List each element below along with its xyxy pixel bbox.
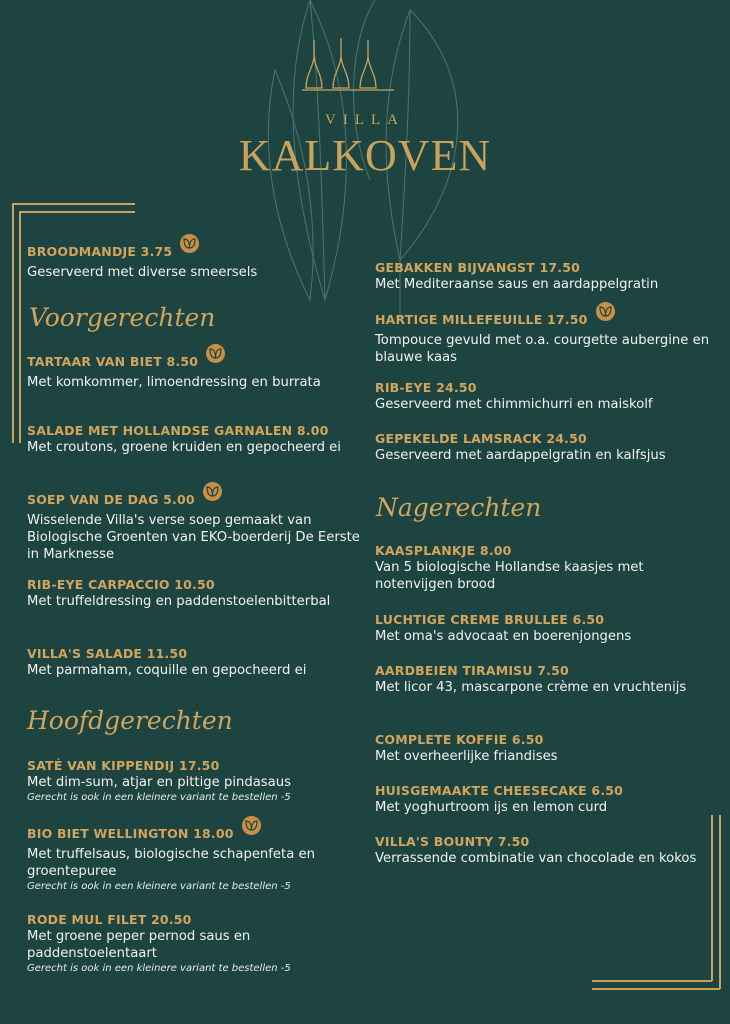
item-title-text: HUISGEMAAKTE CHEESECAKE 6.50 [375, 783, 624, 798]
item-title-text: GEPEKELDE LAMSRACK 24.50 [375, 431, 587, 446]
item-note: Gerecht is ook in een kleinere variant te bestellen -5 [27, 963, 291, 974]
item-title-text: KAASPLANKJE 8.00 [375, 543, 512, 558]
item-title [27, 645, 367, 662]
item-title [375, 833, 715, 850]
section-desserts: Nagerechten [376, 493, 542, 522]
menu-item [375, 782, 715, 816]
menu-item [375, 379, 715, 413]
item-title [27, 482, 367, 512]
item-title-text: COMPLETE KOFFIE 6.50 [375, 732, 544, 747]
item-title-text: AARDBEIEN TIRAMISU 7.50 [375, 663, 569, 678]
section-starters: Voorgerechten [29, 303, 216, 332]
item-title [375, 430, 715, 447]
item-title-text: HARTIGE MILLEFEUILLE 17.50 [375, 312, 588, 327]
item-title-text: LUCHTIGE CREME BRULLEE 6.50 [375, 612, 605, 627]
item-description: Tompouce gevuld met o.a. courgette aubergine en blauwe kaas [375, 333, 710, 365]
item-title [375, 379, 715, 396]
frame-line [19, 211, 21, 443]
item-title [27, 911, 367, 928]
item-description: Met truffelsaus, biologische schapenfeta en groentepuree [27, 847, 315, 879]
menu-item [27, 824, 367, 893]
item-title [375, 302, 715, 332]
frame-line [19, 211, 135, 213]
menu-item [375, 611, 715, 645]
bottles-logo-icon [302, 38, 394, 92]
item-title-text: SOEP VAN DE DAG 5.00 [27, 492, 195, 507]
item-title [27, 757, 367, 774]
menu-item [27, 757, 367, 804]
item-description: Verrassende combinatie van chocolade en kokos [375, 851, 697, 866]
item-title [27, 576, 367, 593]
item-title-text: BROODMANDJE 3.75 [27, 244, 173, 259]
item-description: Met truffeldressing en paddenstoelenbitterbal [27, 594, 331, 609]
item-title-text: BIO BIET WELLINGTON 18.00 [27, 826, 234, 841]
logo-kalkoven: KALKOVEN [238, 131, 492, 180]
item-title [375, 259, 715, 276]
item-note: Gerecht is ook in een kleinere variant te bestellen -5 [27, 881, 291, 892]
item-description: Geserveerd met chimmichurri en maiskolf [375, 397, 653, 412]
frame-line [12, 203, 135, 205]
menu-item [27, 911, 367, 975]
menu-item [375, 731, 715, 765]
menu-item [27, 422, 367, 456]
item-description: Van 5 biologische Hollandse kaasjes met notenvijgen brood [375, 560, 644, 592]
item-title-text: RODE MUL FILET 20.50 [27, 912, 192, 927]
item-title-text: SATÉ VAN KIPPENDIJ 17.50 [27, 758, 220, 773]
item-title-text: RIB-EYE CARPACCIO 10.50 [27, 577, 215, 592]
menu-item [375, 542, 715, 593]
item-title-text: SALADE MET HOLLANDSE GARNALEN 8.00 [27, 423, 329, 438]
menu-item [27, 490, 367, 563]
frame-line [592, 980, 712, 982]
item-description: Met parmaham, coquille en gepocheerd ei [27, 663, 307, 678]
item-title-text: TARTAAR VAN BIET 8.50 [27, 354, 199, 369]
menu-item [375, 833, 715, 867]
item-description: Met dim-sum, atjar en pittige pindasaus [27, 775, 291, 790]
item-description: Met yoghurtroom ijs en lemon curd [375, 800, 608, 815]
menu-item [27, 645, 367, 679]
vegetarian-leaf-icon [242, 816, 261, 835]
menu-item [375, 662, 715, 696]
frame-line [12, 203, 14, 443]
item-description: Met komkommer, limoendressing en burrata [27, 375, 321, 390]
item-description: Geserveerd met diverse smeersels [27, 265, 258, 280]
item-title [27, 422, 367, 439]
vegetarian-leaf-icon [596, 302, 615, 321]
menu-item [375, 310, 715, 366]
frame-line [592, 988, 720, 990]
item-title-text: VILLA'S BOUNTY 7.50 [375, 834, 530, 849]
item-description: Met Mediteraanse saus en aardappelgratin [375, 277, 659, 292]
frame-line [719, 815, 721, 989]
item-title [375, 542, 715, 559]
item-title [27, 234, 367, 264]
item-description: Wisselende Villa's verse soep gemaakt van Biologische Groenten van EKO-boerderij De Eerste in Marknesse [27, 513, 360, 562]
item-description: Met oma's advocaat en boerenjongens [375, 629, 632, 644]
menu-item [27, 576, 367, 610]
item-description: Met licor 43, mascarpone crème en vruchtenijs [375, 680, 687, 695]
menu-item [375, 430, 715, 464]
vegetarian-leaf-icon [206, 344, 225, 363]
logo-villa: VILLA [325, 112, 405, 128]
item-title [375, 662, 715, 679]
item-note: Gerecht is ook in een kleinere variant te bestellen -5 [27, 792, 291, 803]
menu-item [375, 259, 715, 293]
item-title-text: VILLA'S SALADE 11.50 [27, 646, 188, 661]
item-description: Met croutons, groene kruiden en gepocheerd ei [27, 440, 341, 455]
item-title [375, 731, 715, 748]
item-title-text: GEBAKKEN BIJVANGST 17.50 [375, 260, 580, 275]
menu-item [27, 242, 367, 281]
item-title [375, 611, 715, 628]
vegetarian-leaf-icon [203, 482, 222, 501]
item-title [27, 816, 367, 846]
item-description: Met groene peper pernod saus en paddenstoelentaart [27, 929, 251, 961]
item-description: Geserveerd met aardappelgratin en kalfsjus [375, 448, 666, 463]
item-title [375, 782, 715, 799]
item-title-text: RIB-EYE 24.50 [375, 380, 477, 395]
vegetarian-leaf-icon [180, 234, 199, 253]
section-mains: Hoofdgerechten [27, 706, 233, 735]
item-title [27, 344, 367, 374]
menu-item [27, 352, 367, 391]
item-description: Met overheerlijke friandises [375, 749, 558, 764]
